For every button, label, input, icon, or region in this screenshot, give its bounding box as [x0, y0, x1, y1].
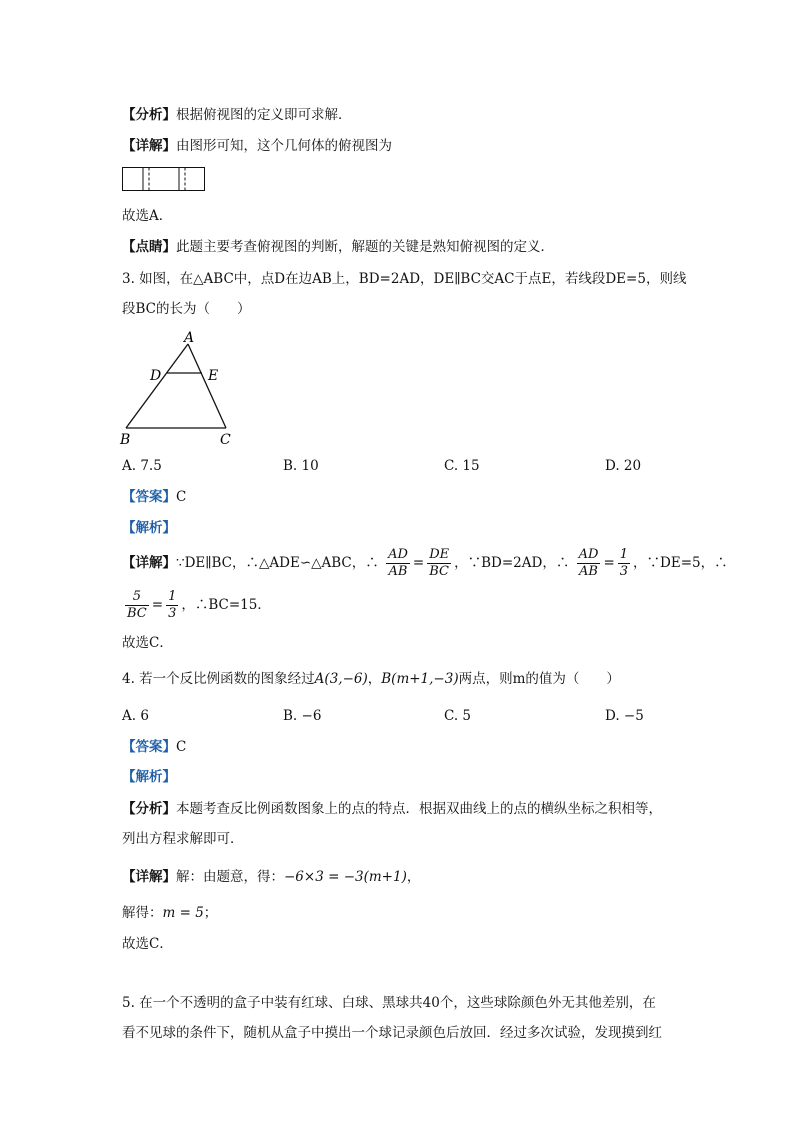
- q3-answer-value: C: [176, 489, 187, 505]
- fraction-5-bc: $\frac{5}{BC}$: [127, 589, 147, 621]
- q4-option-b: B. −6: [283, 708, 322, 724]
- label-d: D: [150, 368, 162, 384]
- triangle-figure: [116, 330, 246, 450]
- q4-detail-p1: 解：由题意，得：: [176, 869, 284, 885]
- q3-conclusion: 故选C．: [122, 635, 173, 651]
- tag-dianjing: 【点睛】: [122, 239, 176, 255]
- q3-detail-p2: ，∵BD=2AD，∴: [454, 555, 570, 571]
- tag-xiangjie: 【详解】: [122, 869, 176, 885]
- q3-detail-p1: ∵DE∥BC，∴△ADE∽△ABC，∴: [176, 555, 379, 571]
- q4-option-d: D. −5: [605, 708, 644, 724]
- tag-fenxi: 【分析】: [122, 107, 176, 123]
- q2-detail: [122, 137, 392, 155]
- q3-option-d: D. 20: [605, 458, 642, 474]
- q4-stem-p1: 4. 若一个反比例函数的图象经过: [122, 671, 315, 687]
- tag-jiexi: 【解析】: [122, 769, 176, 785]
- q3-stem-line1: 3. 如图，在△ABC中，点D在边AB上，BD=2AD，DE∥BC交AC于点E，若线段DE=5，则线: [122, 271, 687, 287]
- q2-conclusion: 故选A．: [122, 208, 173, 224]
- q3-answer: [122, 488, 186, 506]
- fraction-one-third: $\frac{1}{3}$: [619, 547, 629, 579]
- q3-option-b: B. 10: [283, 458, 319, 474]
- point-a: A(3,−6): [314, 671, 368, 687]
- q3-detail-line2: $\frac{5}{BC}$ = $\frac{1}{3}$ ，∴BC=15．: [127, 589, 271, 621]
- q4-stem: 4. 若一个反比例函数的图象经过A(3,−6)，B(m+1,−3)两点，则m的值为（ ）: [122, 671, 620, 687]
- q4-answer-value: C: [176, 739, 187, 755]
- q4-jiexi: [122, 768, 176, 786]
- label-b: B: [120, 432, 131, 448]
- q2-analysis-text: 根据俯视图的定义即可求解．: [176, 107, 352, 123]
- q2-comment-text: 此题主要考查俯视图的判断，解题的关键是熟知俯视图的定义．: [176, 239, 554, 255]
- q4-analysis-text1: 本题考查反比例函数图象上的点的特点．根据双曲线上的点的横纵坐标之积相等，: [176, 801, 662, 817]
- label-e: E: [208, 368, 219, 384]
- point-b: B(m+1,−3): [381, 671, 459, 687]
- q4-equation: −6×3 = −3(m+1): [284, 869, 407, 885]
- side-ac: [188, 344, 226, 428]
- q4-analysis-line1: [122, 800, 662, 818]
- q5-stem-line2: 看不见球的条件下，随机从盒子中摸出一个球记录颜色后放回．经过多次试验，发现摸到红: [122, 1025, 662, 1041]
- q2-detail-text: 由图形可知，这个几何体的俯视图为: [176, 138, 392, 154]
- fraction-ad-ab-2: $\frac{AD}{AB}$: [578, 547, 599, 579]
- top-view-figure: [122, 167, 206, 192]
- q4-detail: 【详解】解：由题意，得：−6×3 = −3(m+1)，: [122, 869, 421, 885]
- q4-solve: 解得：m = 5；: [122, 905, 218, 921]
- q3-detail-p4: ，∴BC=15．: [181, 597, 271, 613]
- tag-xiangjie: 【详解】: [122, 138, 176, 154]
- label-c: C: [220, 432, 231, 448]
- fraction-de-bc: $\frac{DE}{BC}$: [429, 547, 450, 579]
- label-a: A: [184, 330, 195, 346]
- q5-stem-line1: 5. 在一个不透明的盒子中装有红球、白球、黑球共40个，这些球除颜色外无其他差别，在: [122, 995, 656, 1011]
- q2-analysis: [122, 106, 352, 124]
- q3-detail-p3: ，∵DE=5，∴: [633, 555, 728, 571]
- q4-solve-eq: m = 5: [162, 905, 204, 921]
- q3-jiexi: [122, 519, 176, 537]
- q3-option-a: A. 7.5: [122, 458, 162, 474]
- q2-comment: [122, 238, 554, 256]
- q4-option-c: C. 5: [444, 708, 472, 724]
- q4-conclusion: 故选C．: [122, 936, 173, 952]
- top-view-outline: [123, 168, 205, 191]
- fraction-ad-ab: $\frac{AD}{AB}$: [388, 547, 408, 579]
- q4-option-a: A. 6: [122, 708, 149, 724]
- tag-answer: 【答案】: [122, 489, 176, 505]
- q3-detail-line1: 【详解】∵DE∥BC，∴△ADE∽△ABC，∴ $\frac{AD}{AB}$ = $\frac{DE}{BC}$ ，∵BD=2AD，∴ $\frac{AD}{AB}$ = $\frac{1}{3}$ ，∵DE=5，∴: [122, 547, 728, 579]
- side-ab: [126, 344, 188, 428]
- q4-analysis-line2: 列出方程求解即可．: [122, 831, 244, 847]
- q3-option-c: C. 15: [444, 458, 480, 474]
- tag-jiexi: 【解析】: [122, 520, 176, 536]
- q4-solve-p1: 解得：: [122, 905, 163, 921]
- tag-fenxi: 【分析】: [122, 801, 176, 817]
- fraction-one-third-2: $\frac{1}{3}$: [168, 589, 177, 621]
- q4-stem-p2: 两点，则m的值为（ ）: [458, 671, 620, 687]
- tag-answer: 【答案】: [122, 739, 176, 755]
- q3-stem-line2: 段BC的长为（ ）: [122, 301, 251, 317]
- tag-xiangjie: 【详解】: [122, 555, 176, 571]
- q4-answer: [122, 738, 186, 756]
